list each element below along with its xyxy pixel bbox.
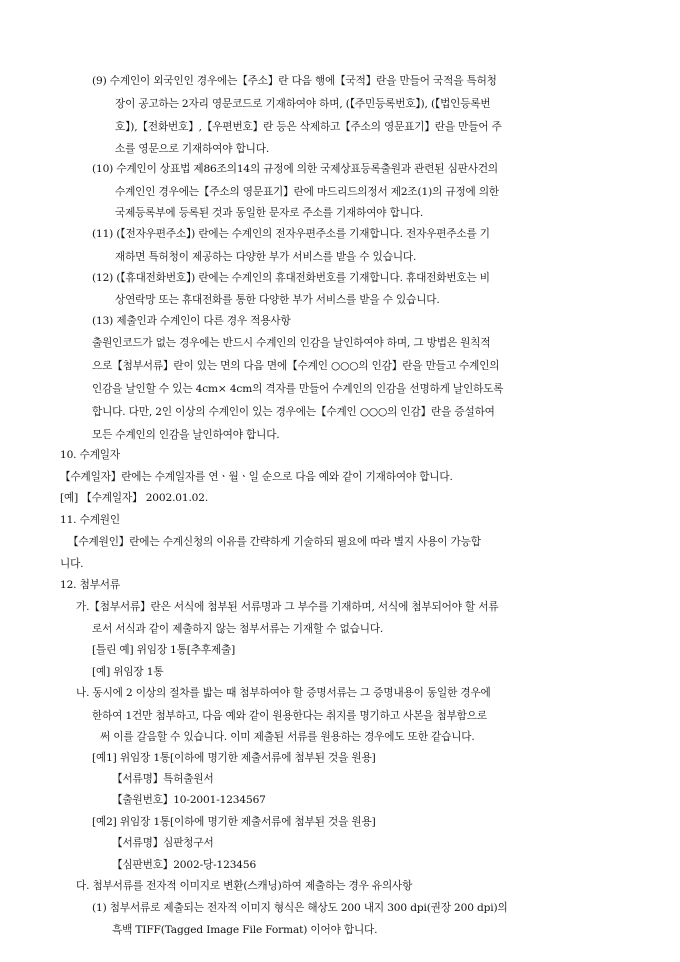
text-line: 수계인인 경우에는【주소의 영문표기】란에 마드리드의정서 제2조(1)의 규정에 의한 [115, 186, 500, 198]
text-line: 합니다. 다만, 2인 이상의 수계인이 있는 경우에는【수계인 ○○○의 인감】란을 증설하여 [92, 406, 495, 418]
text-line: 출원인코드가 없는 경우에는 반드시 수계인의 인감을 날인하여야 하며, 그 방법은 원칙적 [92, 337, 491, 349]
section-heading: 11. 수계원인 [60, 514, 120, 526]
text-line: 【심판번호】2002-당-123456 [112, 859, 257, 871]
text-line: 호】),【전화번호】,【우편번호】란 등은 삭제하고【주소의 영문표기】란을 만들어 주 [115, 121, 502, 133]
text-line: [예1] 위임장 1통[이하에 명기한 제출서류에 첨부된 것을 원용] [92, 752, 376, 764]
text-line: 나. 동시에 2 이상의 절차를 밟는 때 첨부하여야 할 증명서류는 그 증명내용이 동일한 경우에 [76, 687, 491, 699]
text-line: 【수계원인】란에는 수계신청의 이유를 간략하게 기술하되 필요에 따라 별지 사용이 가능합 [68, 536, 481, 548]
text-line: 모든 수계인의 인감을 날인하여야 합니다. [92, 429, 280, 441]
text-line: 【서류명】특허출원서 [112, 773, 214, 785]
text-line: 장이 공고하는 2자리 영문코드로 기재하여야 하며, (【주민등록번호】), (【법인등록번 [115, 98, 491, 110]
text-line: 국제등록부에 등록된 것과 동일한 문자로 주소를 기재하여야 합니다. [115, 207, 424, 219]
text-line: (12) (【휴대전화번호】) 란에는 수계인의 휴대전화번호를 기재합니다. 휴대전화번호는 비 [92, 272, 490, 284]
section-heading: 10. 수계일자 [60, 449, 120, 461]
text-line: 흑백 TIFF(Tagged Image File Format) 이어야 합니다. [112, 924, 378, 936]
text-line: (13) 제출인과 수계인이 다른 경우 적용사항 [92, 315, 291, 327]
text-line: 재하면 특허청이 제공하는 다양한 부가 서비스를 받을 수 있습니다. [115, 251, 417, 263]
text-line: 인감을 날인할 수 있는 4cm× 4cm의 격자를 만들어 수계인의 인감을 선명하게 날인하도록 [92, 383, 504, 395]
text-line: (10) 수계인이 상표법 제86조의14의 규정에 의한 국제상표등록출원과 관련된 심판사건의 [92, 163, 499, 175]
text-line: (9) 수계인이 외국인인 경우에는【주소】란 다음 행에【국적】란을 만들어 국적을 특허청 [92, 75, 497, 87]
text-line: 【출원번호】10-2001-1234567 [112, 794, 266, 806]
text-line: 【수계일자】란에는 수계일자를 연ㆍ월ㆍ일 순으로 다음 예와 같이 기재하여야 합니다. [60, 471, 453, 483]
text-line: 소를 영문으로 기재하여야 합니다. [115, 143, 270, 155]
text-line: [예] 【수계일자】 2002.01.02. [60, 492, 209, 504]
text-line: (1) 첨부서류로 제출되는 전자적 이미지 형식은 해상도 200 내지 300 dpi(권장 200 dpi)의 [92, 902, 508, 914]
text-line: 니다. [60, 558, 84, 570]
text-line: 써 이를 갈음할 수 있습니다. 이미 제출된 서류를 원용하는 경우에도 또한 같습니다. [100, 731, 475, 743]
text-line: 다. 첨부서류를 전자적 이미지로 변환(스캐닝)하여 제출하는 경우 유의사항 [76, 880, 413, 892]
text-line: [예2] 위임장 1통[이하에 명기한 제출서류에 첨부된 것을 원용] [92, 816, 376, 828]
text-line: 한하여 1건만 첨부하고, 다음 예와 같이 원용한다는 취지를 명기하고 사본을 첨부함으로 [92, 710, 487, 722]
text-line: 로서 서식과 같이 제출하지 않는 첨부서류는 기재할 수 없습니다. [92, 623, 384, 635]
text-line: [예] 위임장 1통 [92, 666, 164, 678]
section-heading: 12. 첨부서류 [60, 579, 120, 591]
text-line: 가.【첨부서류】란은 서식에 첨부된 서류명과 그 부수를 기재하며, 서식에 첨부되어야 할 서류 [76, 601, 499, 613]
text-line: 상연락망 또는 휴대전화를 통한 다양한 부가 서비스를 받을 수 있습니다. [115, 294, 440, 306]
text-line: 으로【첨부서류】란이 있는 면의 다음 면에【수계인 ○○○의 인감】란을 만들고 수계인의 [92, 360, 500, 372]
text-line: 【서류명】심판청구서 [112, 837, 214, 849]
text-line: (11) (【전자우편주소】) 란에는 수계인의 전자우편주소를 기재합니다. 전자우편주소를 기 [92, 228, 490, 240]
text-line: [틀린 예] 위임장 1통[추후제출] [92, 644, 236, 656]
